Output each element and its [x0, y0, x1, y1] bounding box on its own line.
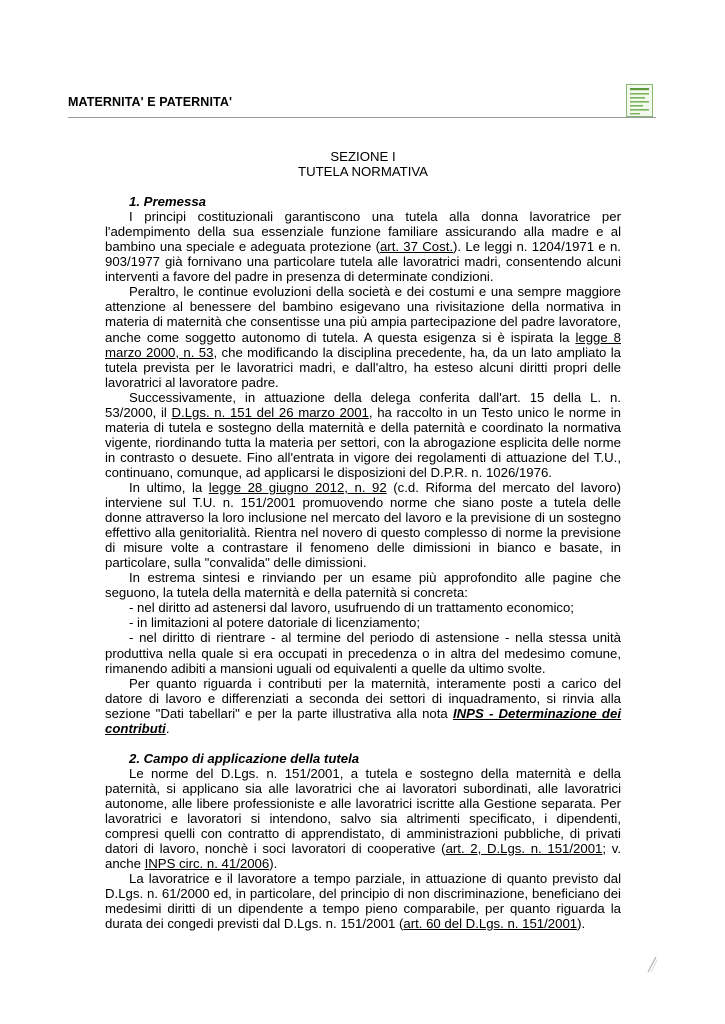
- link-art-2-dlgs-151[interactable]: art. 2, D.Lgs. n. 151/2001: [445, 841, 603, 857]
- section-title: TUTELA NORMATIVA: [298, 164, 428, 180]
- paragraph: Per quanto riguarda i contributi per la maternità, interamente posti a carico del datore di lavoro e differenziati a seconda dei settori di inquadramento, si rinvia alla sezione "Dati tabellari" e per la parte illustrativa alla nota INPS - Determinazione dei contributi.: [105, 675, 621, 736]
- page-curl-icon: [646, 956, 658, 974]
- section-label: SEZIONE I: [330, 149, 396, 164]
- header-divider: [68, 117, 656, 118]
- paragraph: Successivamente, in attuazione della delega conferita dall'art. 15 della L. n. 53/2000, il D.Lgs. n. 151 del 26 marzo 2001, ha raccolto in un Testo unico le norme in materia di tutela e sostegno della maternità e della paternità e coordinato la normativa vigente, riordinando tutta la materia per settori, con la abrogazione esplicita delle norme in contrasto o desuete. Fino all'entrata in vigore dei regolamenti di attuazione del T.U., continuano, comunque, ad applicarsi le disposizioni del D.P.R. n. 1026/1976.: [105, 389, 621, 480]
- link-art-60-dlgs-151[interactable]: art. 60 del D.Lgs. n. 151/2001: [403, 916, 578, 932]
- paragraph: I principi costituzionali garantiscono una tutela alla donna lavoratrice per l'adempimento della sua essenziale funzione familiare assicurando alla madre e al bambino una speciale e adeguata protezione (art. 37 Cost.). Le leggi n. 1204/1971 e n. 903/1977 già fornivano una particolare tutela alle lavoratrici madri, consentendo alcuni interventi a favore del padre in presenza di determinate condizioni.: [105, 209, 621, 285]
- link-legge-92-2012[interactable]: legge 28 giugno 2012, n. 92: [208, 479, 387, 495]
- heading-premessa: 1. Premessa: [129, 194, 206, 210]
- link-legge-53-2000[interactable]: legge 8 marzo 2000, n. 53: [105, 329, 621, 360]
- list-item: - in limitazioni al potere datoriale di licenziamento;: [129, 615, 421, 631]
- link-art-37-cost[interactable]: art. 37 Cost.: [379, 239, 454, 255]
- document-icon[interactable]: [626, 84, 653, 117]
- paragraph: In estrema sintesi e rinviando per un esame più approfondito alle pagine che seguono, la tutela della maternità e della paternità si concreta:: [105, 570, 621, 601]
- paragraph: In ultimo, la legge 28 giugno 2012, n. 92 (c.d. Riforma del mercato del lavoro) interviene sul T.U. n. 151/2001 promuovendo norme che siano poste a tutela delle donne attraverso la loro inclusione nel mercato del lavoro e la previsione di un sostegno effettivo alla genitorialità. Rientra nel novero di questo complesso di norme la previsione di misure volte a contrastare il fenomeno delle dimissioni in bianco e basate, in particolare, sulla "convalida" delle dimissioni.: [105, 479, 621, 571]
- header-title: MATERNITA' E PATERNITA': [68, 95, 233, 109]
- link-inps-circ-41-2006[interactable]: INPS circ. n. 41/2006: [144, 856, 270, 872]
- link-dlgs-151-2001[interactable]: D.Lgs. n. 151 del 26 marzo 2001: [171, 404, 369, 420]
- paragraph: Le norme del D.Lgs. n. 151/2001, a tutela e sostegno della maternità e della paternità, si applicano sia alle lavoratrici che ai lavoratori subordinati, alle lavoratrici autonome, alle libere professioniste e alle lavoratrici iscritte alla Gestione separata. Per lavoratrici e lavoratori si intendono, salvo sia altrimenti specificato, i dipendenti, compresi quelli con contratto di apprendistato, di amministrazioni pubbliche, di privati datori di lavoro, nonchè i soci lavoratori di cooperative (art. 2, D.Lgs. n. 151/2001; v. anche INPS circ. n. 41/2006).: [105, 765, 622, 872]
- paragraph: Peraltro, le continue evoluzioni della società e dei costumi e una sempre maggiore attenzione al benessere del bambino esigevano una rivisitazione della normativa in materia di maternità che consentisse una più ampia partecipazione del padre lavoratore, anche come soggetto autonomo di tutela. A questa esigenza si è ispirata la legge 8 marzo 2000, n. 53, che modificando la disciplina precedente, ha, da un lato ampliato la tutela prevista per le lavoratrici madri, e dall'altro, ha esteso alcuni diritti propri delle lavoratrici al lavoratore padre.: [105, 284, 621, 390]
- paragraph: La lavoratrice e il lavoratore a tempo parziale, in attuazione di quanto previsto dal D.Lgs. n. 61/2000 ed, in particolare, del principio di non discriminazione, beneficiano dei medesimi diritti di un dipendente a tempo pieno comparabile, per quanto riguarda la durata dei congedi previsti dal D.Lgs. n. 151/2001 (art. 60 del D.Lgs. n. 151/2001).: [105, 871, 621, 932]
- document-body: [105, 149, 621, 931]
- heading-campo-applicazione: 2. Campo di applicazione della tutela: [129, 750, 360, 766]
- list-item: - nel diritto ad astenersi dal lavoro, usufruendo di un trattamento economico;: [129, 600, 574, 616]
- link-inps-contributi[interactable]: INPS - Determinazione dei contributi: [105, 705, 621, 736]
- list-item: - nel diritto di rientrare - al termine del periodo di astensione - nella stessa unità produttiva nella quale si era occupati in precedenza o in altra del medesimo comune, rimanendo adibiti a mansioni uguali od equivalenti a quelle da ultimo svolte.: [105, 630, 621, 676]
